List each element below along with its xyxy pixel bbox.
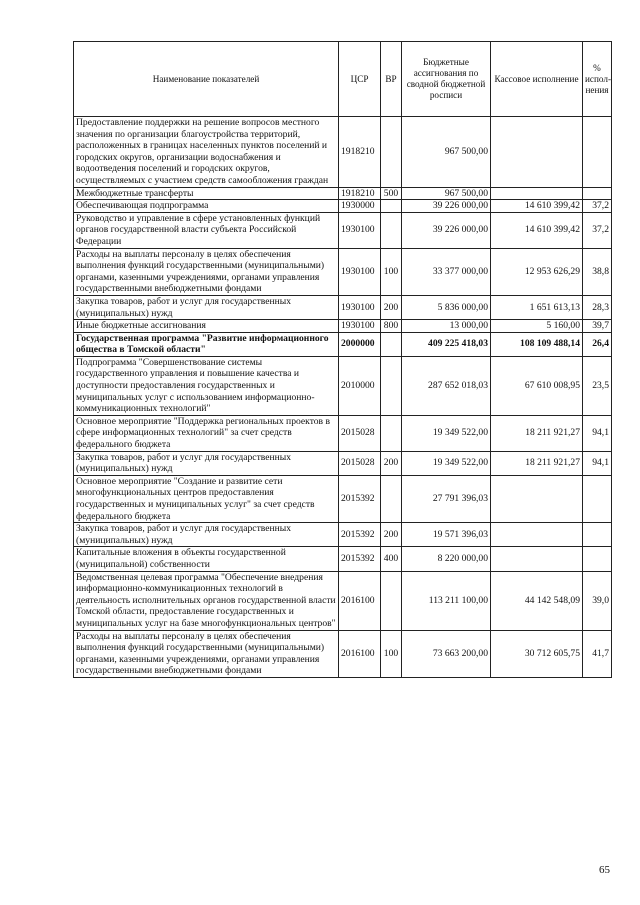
cell-plan: 113 211 100,00 [402,571,491,630]
cell-pct: 38,8 [583,248,612,295]
cell-fact [491,187,583,200]
cell-pct: 28,3 [583,295,612,319]
header-vr: ВР [381,42,402,117]
table-row [74,415,612,451]
cell-pct: 37,2 [583,200,612,213]
cell-name: Межбюджетные трансферты [74,187,339,200]
cell-vr [381,332,402,356]
cell-vr [381,117,402,188]
cell-csr: 1930000 [339,200,381,213]
cell-csr: 1918210 [339,187,381,200]
cell-csr: 1930100 [339,212,381,248]
cell-name: Иные бюджетные ассигнования [74,320,339,333]
table-row [74,523,612,547]
header-plan: Бюджетные ассигнования по сводной бюджетной росписи [402,42,491,117]
table-row [74,117,612,188]
table-row [74,212,612,248]
cell-plan: 13 000,00 [402,320,491,333]
header-fact: Кассовое исполнение [491,42,583,117]
cell-vr: 100 [381,630,402,677]
cell-plan: 19 571 396,03 [402,523,491,547]
cell-csr: 2016100 [339,571,381,630]
cell-pct: 39,7 [583,320,612,333]
table-row [74,332,612,356]
cell-vr [381,200,402,213]
cell-vr: 800 [381,320,402,333]
cell-fact: 1 651 613,13 [491,295,583,319]
table-row [74,571,612,630]
cell-pct: 23,5 [583,356,612,415]
cell-csr: 1918210 [339,117,381,188]
cell-pct: 94,1 [583,415,612,451]
cell-name: Руководство и управление в сфере установленных функций органов государственной власти субъекта Российской Федерации [74,212,339,248]
header-pct: % испол-нения [583,42,612,117]
cell-pct: 26,4 [583,332,612,356]
cell-fact: 5 160,00 [491,320,583,333]
cell-plan: 967 500,00 [402,117,491,188]
cell-plan: 287 652 018,03 [402,356,491,415]
cell-plan: 409 225 418,03 [402,332,491,356]
cell-csr: 2015028 [339,415,381,451]
cell-name: Расходы на выплаты персоналу в целях обеспечения выполнения функций государственными (муниципальными) органами, казенными учреждениями, органами управления государственными внебюджетными фондами [74,630,339,677]
cell-vr: 200 [381,295,402,319]
cell-csr: 2015028 [339,451,381,475]
cell-csr: 2015392 [339,523,381,547]
cell-name: Ведомственная целевая программа "Обеспечение внедрения информационно-коммуникационных технологий в деятельность исполнительных органов государственной власти Томской области, предоставление государственных и муниципальных услуг на базе многофункциональных центров" [74,571,339,630]
cell-fact: 18 211 921,27 [491,415,583,451]
table-row [74,248,612,295]
table-header-row [74,42,612,117]
cell-fact: 30 712 605,75 [491,630,583,677]
cell-fact: 12 953 626,29 [491,248,583,295]
cell-csr: 1930100 [339,295,381,319]
cell-vr: 400 [381,547,402,571]
cell-name: Предоставление поддержки на решение вопросов местного значения по организации благоустройства территорий, расположенных в границах населенных пунктов поселений и городских округов, организации водоснабжения и водоотведения поселений и городских округов, осуществляемых с участием средств самообложения граждан [74,117,339,188]
table-row [74,451,612,475]
cell-pct [583,187,612,200]
cell-pct: 39,0 [583,571,612,630]
cell-csr: 2015392 [339,547,381,571]
cell-plan: 967 500,00 [402,187,491,200]
budget-execution-table [73,41,612,678]
table-row [74,320,612,333]
cell-plan: 27 791 396,03 [402,475,491,522]
cell-name: Подпрограмма "Совершенствование системы государственного управления и повышение качества и доступности предоставления государственных и муниципальных услуг с использованием информационно-коммуникационных технологий" [74,356,339,415]
cell-pct [583,475,612,522]
table-row [74,200,612,213]
cell-vr [381,571,402,630]
cell-fact: 14 610 399,42 [491,200,583,213]
cell-name: Закупка товаров, работ и услуг для государственных (муниципальных) нужд [74,295,339,319]
cell-plan: 5 836 000,00 [402,295,491,319]
cell-plan: 39 226 000,00 [402,212,491,248]
cell-csr: 2010000 [339,356,381,415]
cell-name: Капитальные вложения в объекты государственной (муниципальной) собственности [74,547,339,571]
cell-fact [491,523,583,547]
cell-pct: 37,2 [583,212,612,248]
table-row [74,295,612,319]
cell-vr: 100 [381,248,402,295]
cell-pct: 41,7 [583,630,612,677]
cell-fact [491,475,583,522]
cell-name: Расходы на выплаты персоналу в целях обеспечения выполнения функций государственными (муниципальными) органами, казенными учреждениями, органами управления государственными внебюджетными фондами [74,248,339,295]
cell-vr [381,415,402,451]
cell-vr: 200 [381,523,402,547]
header-name: Наименование показателей [74,42,339,117]
cell-name: Основное мероприятие "Поддержка региональных проектов в сфере информационных технологий" за счет средств федерального бюджета [74,415,339,451]
cell-plan: 73 663 200,00 [402,630,491,677]
cell-plan: 8 220 000,00 [402,547,491,571]
cell-fact [491,547,583,571]
cell-fact: 18 211 921,27 [491,451,583,475]
cell-plan: 33 377 000,00 [402,248,491,295]
cell-name: Закупка товаров, работ и услуг для государственных (муниципальных) нужд [74,523,339,547]
cell-fact [491,117,583,188]
cell-pct [583,547,612,571]
cell-plan: 19 349 522,00 [402,451,491,475]
cell-csr: 1930100 [339,320,381,333]
table-row [74,356,612,415]
cell-csr: 2015392 [339,475,381,522]
table-row [74,475,612,522]
page-number: 65 [599,864,610,876]
cell-csr: 2016100 [339,630,381,677]
cell-name: Закупка товаров, работ и услуг для государственных (муниципальных) нужд [74,451,339,475]
cell-fact: 44 142 548,09 [491,571,583,630]
table-row [74,187,612,200]
cell-pct [583,523,612,547]
cell-vr [381,356,402,415]
cell-name: Основное мероприятие "Создание и развитие сети многофункциональных центров предоставления государственных и муниципальных услуг" за счет средств федерального бюджета [74,475,339,522]
table-row [74,547,612,571]
cell-pct [583,117,612,188]
header-csr: ЦСР [339,42,381,117]
cell-fact: 108 109 488,14 [491,332,583,356]
table-body [74,117,612,678]
cell-fact: 14 610 399,42 [491,212,583,248]
cell-vr: 200 [381,451,402,475]
cell-fact: 67 610 008,95 [491,356,583,415]
table-row [74,630,612,677]
cell-vr [381,212,402,248]
cell-csr: 2000000 [339,332,381,356]
cell-plan: 19 349 522,00 [402,415,491,451]
cell-vr: 500 [381,187,402,200]
cell-plan: 39 226 000,00 [402,200,491,213]
cell-vr [381,475,402,522]
cell-name: Государственная программа "Развитие информационного общества в Томской области" [74,332,339,356]
cell-pct: 94,1 [583,451,612,475]
cell-csr: 1930100 [339,248,381,295]
cell-name: Обеспечивающая подпрограмма [74,200,339,213]
